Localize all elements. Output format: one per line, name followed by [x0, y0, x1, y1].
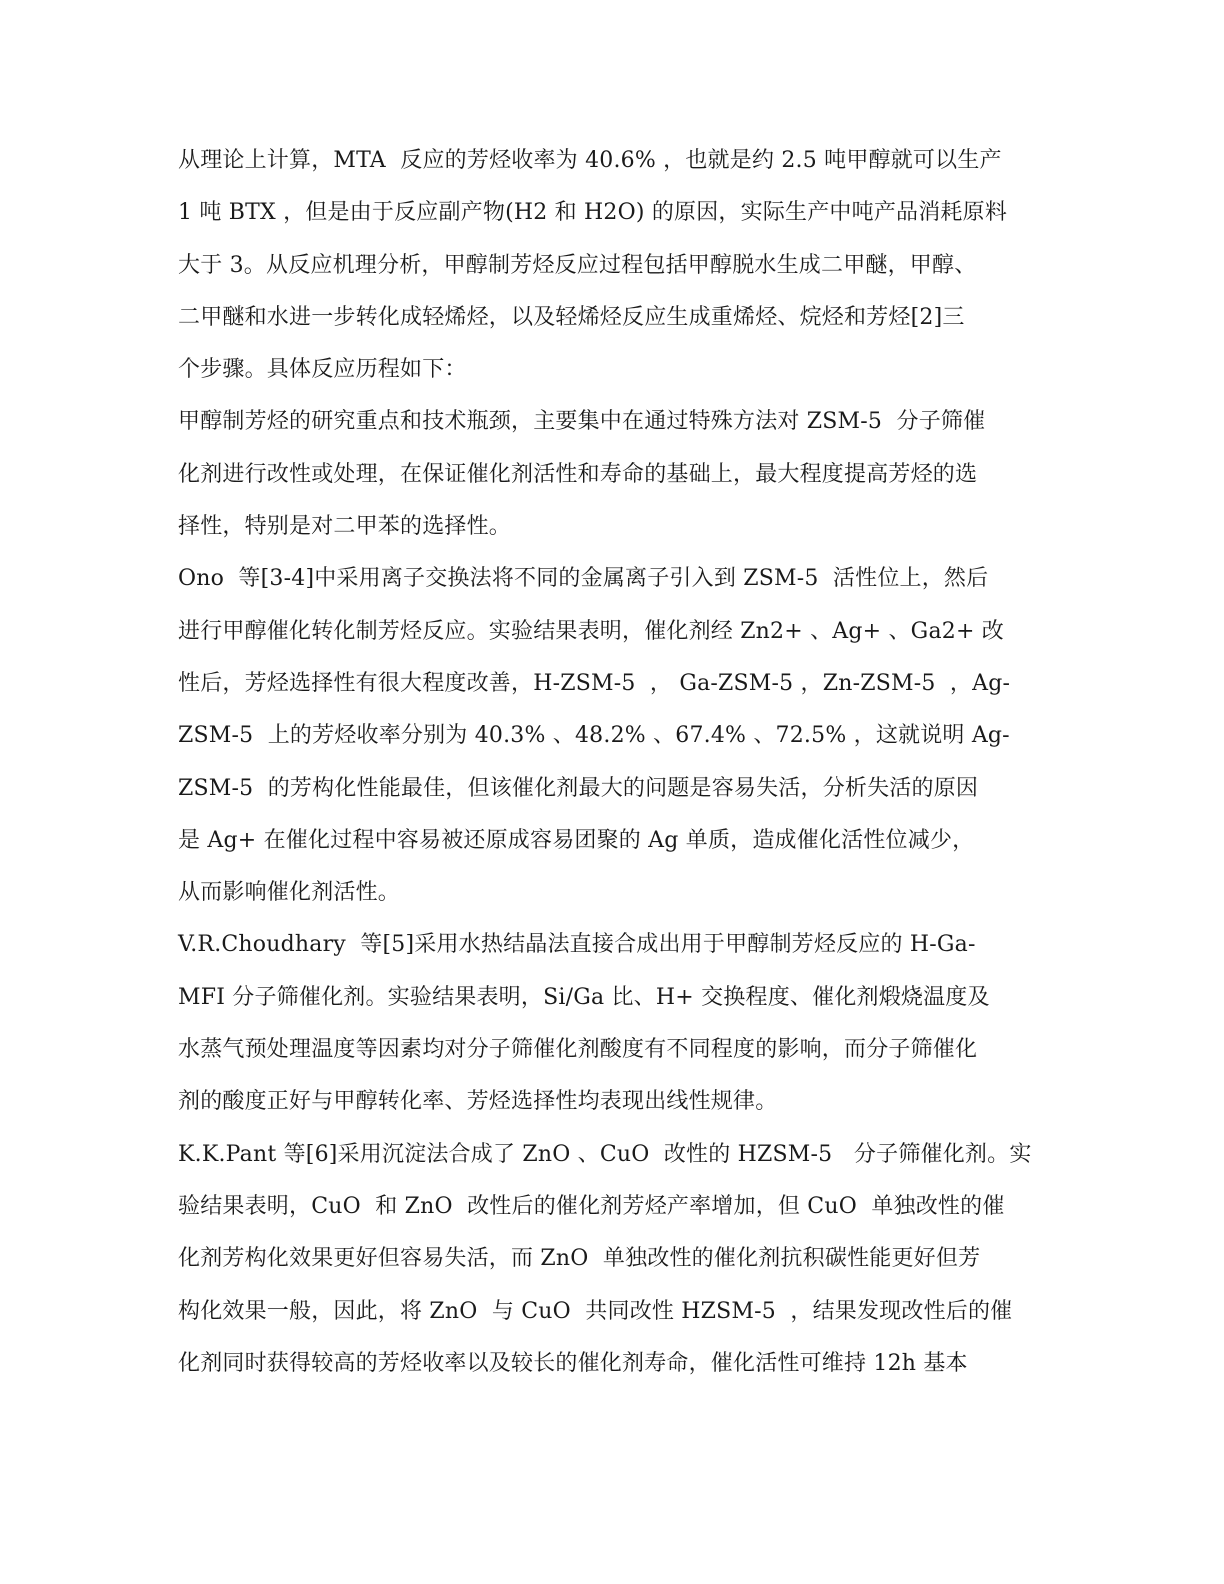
text-line: V.R.Choudhary 等[5]采用水热结晶法直接合成出用于甲醇制芳烃反应的 H-Ga- [178, 932, 976, 958]
text-line: 从理论上计算，MTA 反应的芳烃收率为 40.6% ，也就是约 2.5 吨甲醇就可以生产 [178, 148, 1002, 173]
text-line: 化剂进行改性或处理，在保证催化剂活性和寿命的基础上，最大程度提高芳烃的选 [178, 461, 978, 487]
document-body [178, 135, 1048, 1390]
text-line: MFI 分子筛催化剂。实验结果表明，Si/Ga 比、H+ 交换程度、催化剂煅烧温度及 [178, 984, 990, 1010]
text-line: ZSM-5 的芳构化性能最佳，但该催化剂最大的问题是容易失活，分析失活的原因 [178, 775, 979, 801]
text-line: 二甲醚和水进一步转化成轻烯烃，以及轻烯烃反应生成重烯烃、烷烃和芳烃[2]三 [178, 304, 965, 330]
text-line: Ono 等[3-4]中采用离子交换法将不同的金属离子引入到 ZSM-5 活性位上，然后 [178, 566, 989, 592]
text-line: 大于 3。从反应机理分析，甲醇制芳烃反应过程包括甲醇脱水生成二甲醚，甲醇、 [178, 252, 977, 278]
text-line: 化剂芳构化效果更好但容易失活，而 ZnO 单独改性的催化剂抗积碳性能更好但芳 [178, 1246, 981, 1272]
text-line: 化剂同时获得较高的芳烃收率以及较长的催化剂寿命，催化活性可维持 12h 基本 [178, 1350, 968, 1376]
text-line: 是 Ag+ 在催化过程中容易被还原成容易团聚的 Ag 单质，造成催化活性位减少， [178, 827, 975, 853]
text-line: 进行甲醇催化转化制芳烃反应。实验结果表明，催化剂经 Zn2+ 、Ag+ 、Ga2+ 改 [178, 618, 1004, 644]
text-line: 构化效果一般，因此，将 ZnO 与 CuO 共同改性 HZSM-5 ，结果发现改性后的催 [178, 1298, 1013, 1324]
text-line: 甲醇制芳烃的研究重点和技术瓶颈，主要集中在通过特殊方法对 ZSM-5 分子筛催 [178, 409, 986, 435]
text-line: 从而影响催化剂活性。 [178, 880, 401, 906]
text-line: 个步骤。具体反应历程如下： [178, 357, 467, 383]
text-line: 验结果表明，CuO 和 ZnO 改性后的催化剂芳烃产率增加，但 CuO 单独改性的催 [178, 1193, 1005, 1219]
text-line: 择性，特别是对二甲苯的选择性。 [178, 514, 512, 540]
text-line: 1 吨 BTX ，但是由于反应副产物(H2 和 H2O) 的原因，实际生产中吨产品消耗原料 [178, 200, 1008, 226]
text-line: 剂的酸度正好与甲醇转化率、芳烃选择性均表现出线性规律。 [178, 1089, 778, 1115]
text-line: K.K.Pant 等[6]采用沉淀法合成了 ZnO 、CuO 改性的 HZSM-5 分子筛催化剂。实 [178, 1141, 1032, 1167]
text-line: 水蒸气预处理温度等因素均对分子筛催化剂酸度有不同程度的影响，而分子筛催化 [178, 1037, 978, 1063]
text-line: ZSM-5 上的芳烃收率分别为 40.3% 、48.2% 、67.4% 、72.5% ，这就说明 Ag- [178, 723, 1010, 749]
text-line: 性后，芳烃选择性有很大程度改善，H-ZSM-5 ， Ga-ZSM-5 ，Zn-ZSM-5 ，Ag- [178, 670, 1011, 696]
